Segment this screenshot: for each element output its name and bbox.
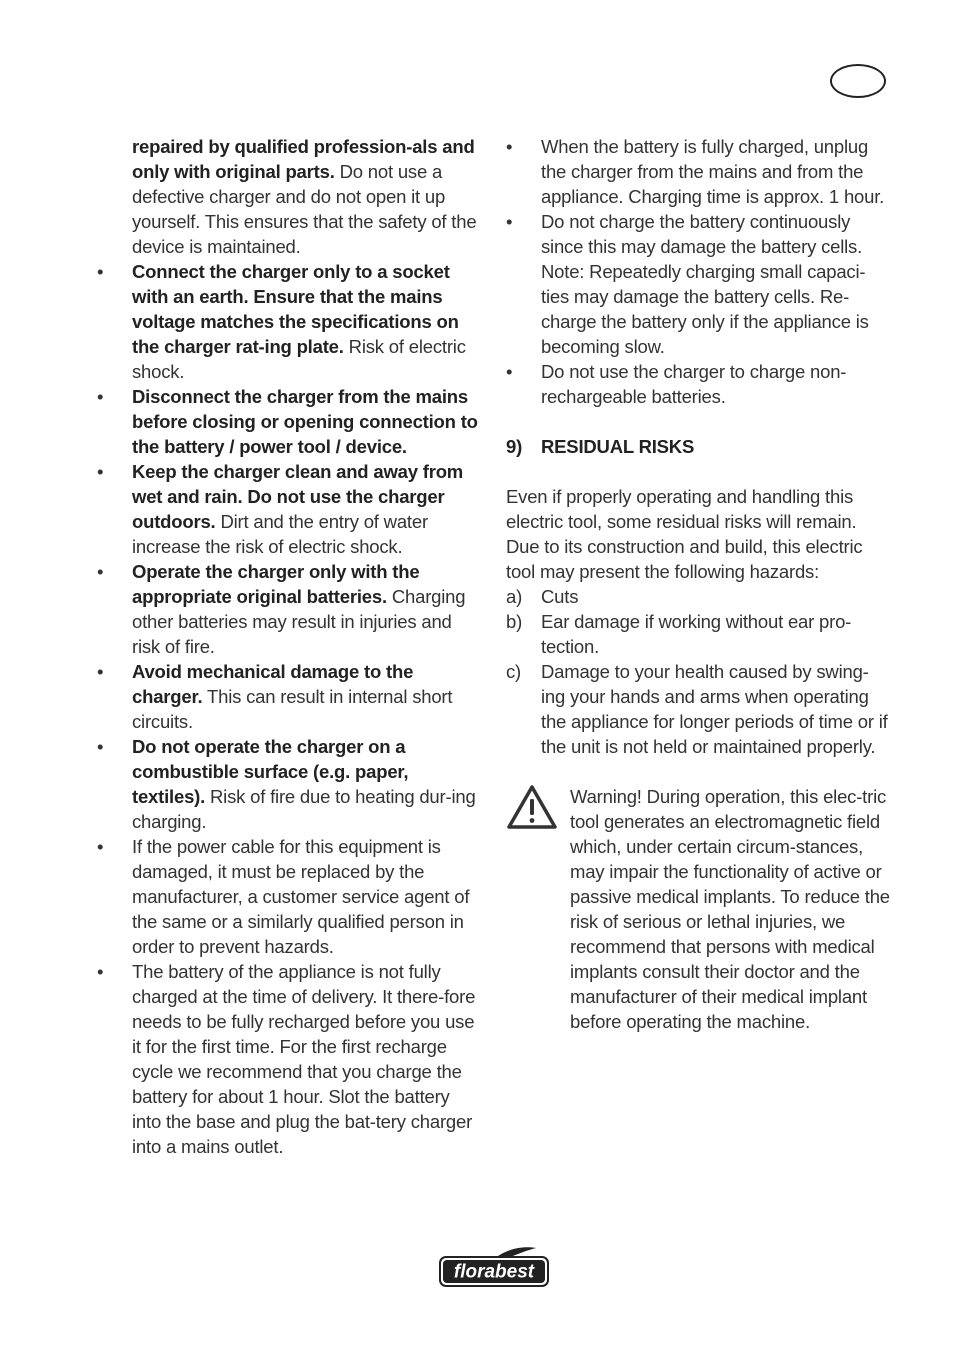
right-bullet-3 [506,359,890,409]
intro-text: Do not use a defective charger and do not open it up yourself. This ensures that the safety of the device is maintained. [132,161,477,257]
hazard-item-a [506,584,890,609]
bullet-text: Dirt and the entry of water increase the risk of electric shock. [132,511,428,557]
bullet-icon: • [97,561,104,582]
left-bullet-3 [97,459,483,559]
bullet-text: When the battery is fully charged, unplug the charger from the mains and from the appliance. Charging time is approx. 1 hour. [541,136,885,207]
bullet-icon: • [97,736,104,757]
left-bullet-1 [97,259,483,384]
section-intro: Even if properly operating and handling this electric tool, some residual risks will remain. Due to its construction and build, this electric tool may present the following hazards: [506,486,863,582]
hazard-text: Ear damage if working without ear pro-tection. [541,611,852,657]
bullet-text: If the power cable for this equipment is damaged, it must be replaced by the manufacturer, a customer service agent of the same or a similarly qualified person in order to prevent hazards. [132,836,470,957]
bullet-bold: Keep the charger clean and away from wet and rain. Do not use the charger outdoors. [132,461,464,532]
bullet-text: This can result in internal short circuits. [132,686,453,732]
bullet-bold: Disconnect the charger from the mains before closing or opening connection to the battery / power tool / device. [132,386,478,457]
hazard-item-c [506,659,890,759]
bullet-icon: • [506,361,513,382]
hazard-text: Damage to your health caused by swing-ing your hands and arms when operating the appliance for longer periods of time or if the unit is not held or maintained properly. [541,661,888,757]
left-bullet-2 [97,384,483,459]
left-bullet-7 [97,834,483,959]
hazard-letter: b) [506,611,523,632]
bullet-bold: Avoid mechanical damage to the charger. [132,661,414,707]
svg-text:florabest: florabest [453,1261,535,1283]
bullet-bold: Operate the charger only with the appropriate original batteries. [132,561,420,607]
bullet-icon: • [506,211,513,232]
bullet-icon: • [97,386,104,407]
bullet-text: Do not charge the battery continuously since this may damage the battery cells. Note: Repeatedly charging small capaci-ties may damage the battery cells. Re-charge the battery only if the appliance is becoming slow. [541,211,869,357]
bullet-bold: Connect the charger only to a socket with an earth. Ensure that the mains voltage matches the specifications on the charger rat-ing plate. [132,261,459,357]
intro-paragraph [97,134,483,259]
bullet-text: Charging other batteries may result in injuries and risk of fire. [132,586,466,657]
bullet-icon: • [97,836,104,857]
warning-block [506,784,890,1034]
bullet-icon: • [97,661,104,682]
bullet-text: Risk of electric shock. [132,336,466,382]
left-column [97,134,483,1159]
left-bullet-6 [97,734,483,834]
hazard-letter: a) [506,586,523,607]
section-title: RESIDUAL RISKS [541,436,695,457]
bullet-text: Do not use the charger to charge non-rechargeable batteries. [541,361,847,407]
section-heading [506,434,890,459]
left-bullet-8 [97,959,483,1159]
intro-bold: repaired by qualified profession-als and only with original parts. [132,136,475,182]
right-bullet-2 [506,209,890,359]
warning-text: Warning! During operation, this elec-tric tool generates an electromagnetic field which, under certain circum-stances, may impair the functionality of active or passive medical implants. To reduce the risk of serious or lethal injuries, we recommend that persons with medical implants consult their doctor and the manufacturer of their medical implant before operating the machine. [570,786,890,1032]
right-column [506,134,890,1034]
left-bullet-4 [97,559,483,659]
bullet-icon: • [97,961,104,982]
bullet-text: Risk of fire due to heating dur-ing charging. [132,786,476,832]
bullet-icon: • [506,136,513,157]
warning-triangle-icon [506,784,558,830]
hazard-letter: c) [506,661,522,682]
section-number: 9) [506,436,523,457]
bullet-text: The battery of the appliance is not fully charged at the time of delivery. It there-fore needs to be fully recharged before you use it for the first time. For the first recharge cycle we recommend that you charge the battery for about 1 hour. Slot the battery into the base and plug the bat-tery charger into a mains outlet. [132,961,476,1157]
language-badge [830,64,886,98]
hazard-item-b [506,609,890,659]
bullet-bold: Do not operate the charger on a combustible surface (e.g. paper, textiles). [132,736,409,807]
bullet-icon: • [97,461,104,482]
left-bullet-5 [97,659,483,734]
florabest-logo [438,1244,550,1288]
hazard-text: Cuts [541,586,579,607]
right-bullet-1 [506,134,890,209]
bullet-icon: • [97,261,104,282]
